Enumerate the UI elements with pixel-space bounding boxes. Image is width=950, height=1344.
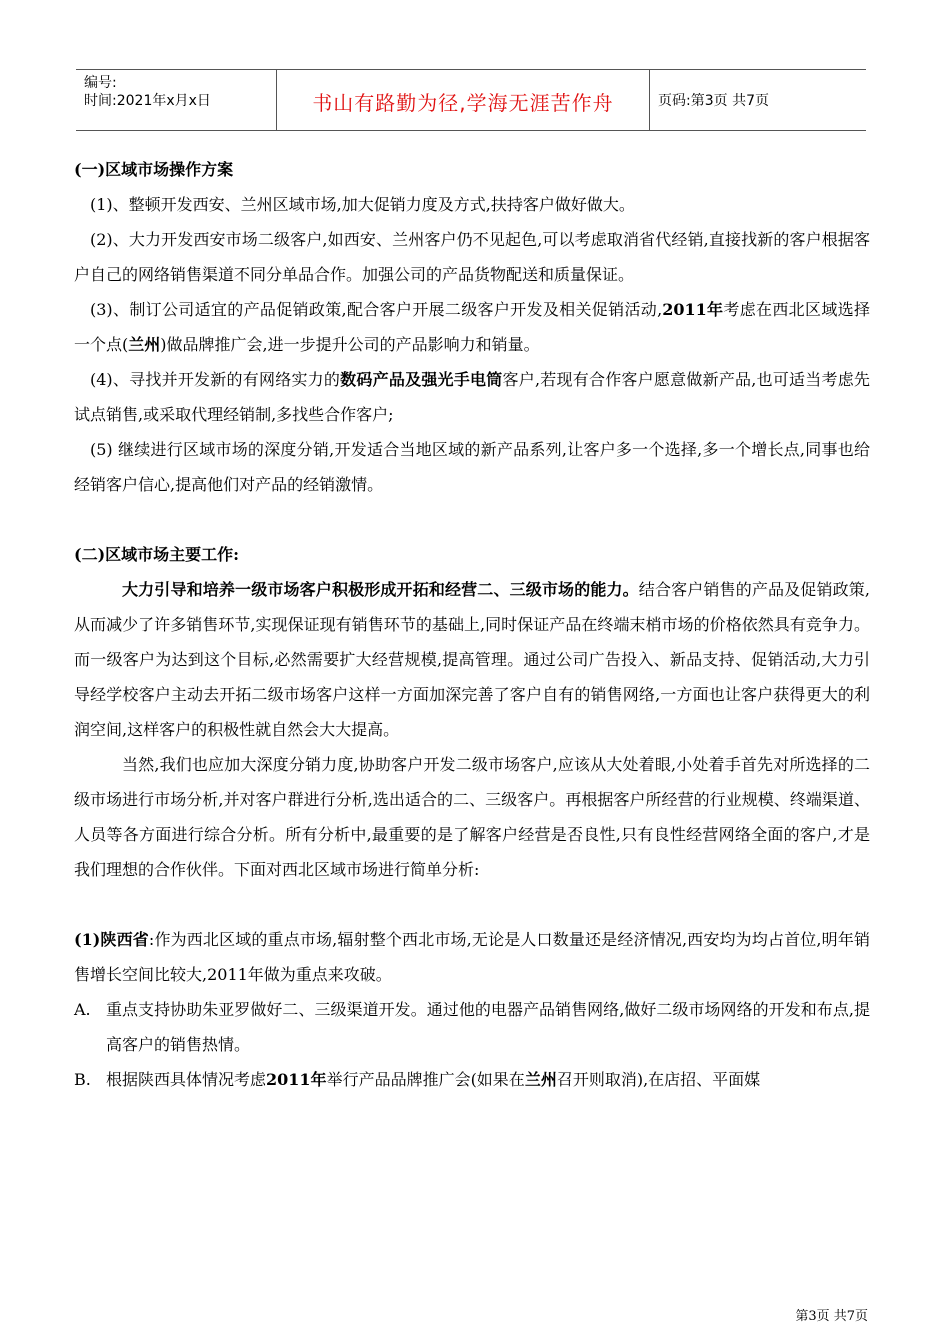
header-center-cell — [277, 70, 650, 130]
shaanxi-paragraph — [74, 922, 870, 992]
text-run: 重点支持协助朱亚罗做好二、三级渠道开发。通过他的电器产品销售网络,做好二级市场网络的开发和布点,提高客户的销售热情。 — [106, 1000, 870, 1054]
list-marker: A. — [74, 1000, 91, 1019]
bold-run: 2011年 — [266, 1070, 327, 1089]
section1-item1: (1)、整顿开发西安、兰州区域市场,加大促销力度及方式,扶持客户做好做大。 — [90, 195, 635, 214]
text-run: )做品牌推广会,进一步提升公司的产品影响力和销量。 — [160, 335, 540, 354]
text-run: (4)、寻找并开发新的有网络实力的 — [90, 370, 341, 389]
text-run: 根据陕西具体情况考虑 — [106, 1070, 267, 1089]
section1-item5: (5) 继续进行区域市场的深度分销,开发适合当地区域的新产品系列,让客户多一个选择,多一个增长点,同事也给经销客户信心,提高他们对产品的经销激情。 — [74, 440, 870, 494]
document-body — [74, 152, 870, 1097]
bold-run: 数码产品及强光手电筒 — [340, 370, 503, 389]
list-item-b — [74, 1062, 870, 1097]
section1-item4 — [74, 362, 870, 432]
document-number-label: 编号: — [84, 75, 117, 91]
bold-run: 大力引导和培养一级市场客户积极形成开拓和经营二、三级市场的能力。 — [122, 580, 639, 599]
spacer — [74, 502, 870, 537]
section2-paragraph1 — [74, 572, 870, 747]
section2-heading: (二)区域市场主要工作: — [74, 545, 240, 564]
bold-run: (1)陕西省 — [74, 930, 149, 949]
bold-run: 兰州 — [128, 335, 161, 354]
header-table — [76, 69, 866, 131]
text-run: 客户,若现有合作客户愿意做新产品,也可适当考虑先试点销售,或采取代理经销制,多找些合作客户; — [74, 370, 870, 424]
header-page-label: 页码:第3页 共7页 — [658, 93, 769, 109]
text-run: 结合客户销售的产品及促销政策,从而减少了许多销售环节,实现保证现有销售环节的基础上,同时保证产品在终端末梢市场的价格依然具有竞争力。而一级客户为达到这个目标,必然需要扩大经营规模,提高管理。通过公司广告投入、新品支持、促销活动,大力引导经学校客户主动去开拓二级市场客户这样一方面加深完善了客户自有的销售网络,一方面也让客户获得更大的利润空间,这样客户的积极性就自然会大大提高。 — [74, 580, 870, 739]
header-left-cell — [76, 70, 277, 130]
section1-item2: (2)、大力开发西安市场二级客户,如西安、兰州客户仍不见起色,可以考虑取消省代经销,直接找新的客户根据客户自己的网络销售渠道不同分单品合作。加强公司的产品货物配送和质量保证。 — [74, 230, 870, 284]
list-marker: B. — [74, 1070, 91, 1089]
page-footer: 第3页 共7页 — [795, 1309, 868, 1324]
section2-paragraph2: 当然,我们也应加大深度分销力度,协助客户开发二级市场客户,应该从大处着眼,小处着手首先对所选择的二级市场进行市场分析,并对客户群进行分析,选出适合的二、三级客户。再根据客户所经营的行业规模、终端渠道、人员等各方面进行综合分析。所有分析中,最重要的是了解客户经营是否良性,只有良性经营网络全面的客户,才是我们理想的合作伙伴。下面对西北区域市场进行简单分析: — [74, 755, 870, 879]
text-run: 举行产品品牌推广会(如果在 — [326, 1070, 525, 1089]
section1-heading: (一)区域市场操作方案 — [74, 160, 234, 179]
text-run: :作为西北区域的重点市场,辐射整个西北市场,无论是人口数量还是经济情况,西安均为均占首位,明年销售增长空间比较大,2011年做为重点来攻破。 — [74, 930, 870, 984]
text-run: (3)、制订公司适宜的产品促销政策,配合客户开展二级客户开发及相关促销活动, — [90, 300, 663, 319]
bold-run: 兰州 — [524, 1070, 557, 1089]
bold-run: 2011年 — [662, 300, 724, 319]
document-time-label: 时间:2021年x月x日 — [84, 93, 211, 109]
spacer — [74, 887, 870, 922]
header-right-cell — [650, 70, 866, 130]
header-motto: 书山有路勤为径,学海无涯苦作舟 — [312, 91, 614, 115]
section1-item3 — [74, 292, 870, 362]
text-run: 召开则取消),在店招、平面媒 — [556, 1070, 761, 1089]
text-run: 考虑在西北区域选择一个点( — [74, 300, 870, 354]
list-item-a — [74, 992, 870, 1062]
